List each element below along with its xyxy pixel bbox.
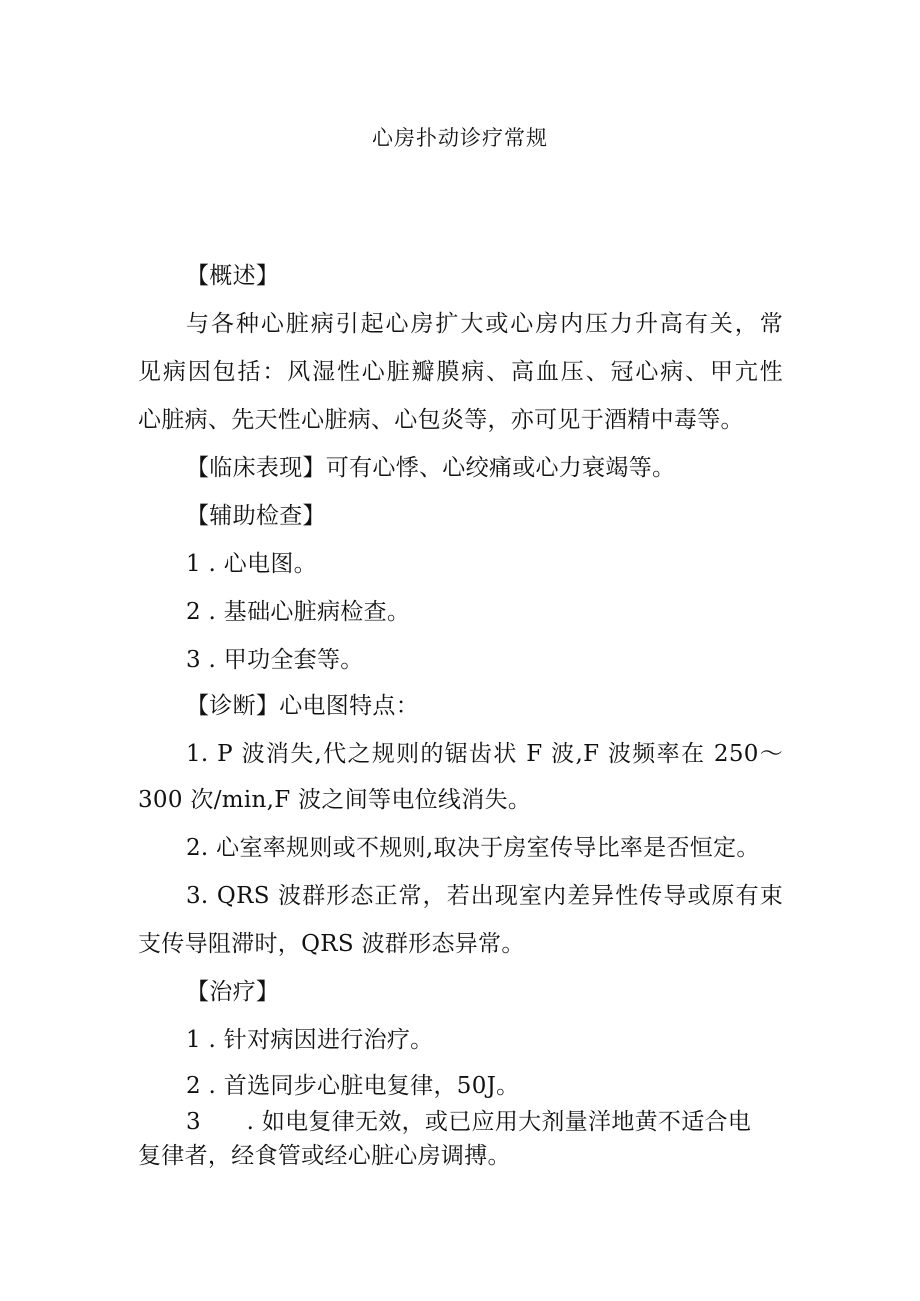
diagnosis-heading: 【诊断】心电图特点： [186, 693, 419, 719]
exams-heading: 【辅助检查】 [186, 503, 326, 529]
overview-line-3: 心脏病、先天性心脏病、心包炎等，亦可见于酒精中毒等。 [138, 407, 744, 433]
diagnosis-item-1-line-2: 300 次/min,F 波之间等电位线消失。 [138, 787, 532, 813]
exam-item-2: 2 . 基础心脏病检查。 [186, 599, 411, 625]
exam-item-3: 3 . 甲功全套等。 [186, 647, 364, 673]
overview-line-1: 与各种心脏病引起心房扩大或心房内压力升高有关，常 [186, 311, 783, 337]
treatment-item-3-line-1: 3 . 如电复律无效，或已应用大剂量洋地黄不适合电 [186, 1109, 752, 1135]
diagnosis-item-1-line-1: 1. P 波消失,代之规则的锯齿状 F 波,F 波频率在 250～ [186, 741, 783, 767]
treatment-item-2: 2 . 首选同步心脏电复律，50J。 [186, 1073, 520, 1099]
treatment-heading: 【治疗】 [186, 979, 280, 1005]
document-title: 心房扑动诊疗常规 [372, 126, 548, 150]
diagnosis-item-3-line-2: 支传导阻滞时，QRS 波群形态异常。 [138, 931, 525, 957]
clinical-paragraph: 【临床表现】可有心悸、心绞痛或心力衰竭等。 [186, 455, 676, 481]
treatment-item-1: 1 . 针对病因进行治疗。 [186, 1027, 434, 1053]
exam-item-1: 1 . 心电图。 [186, 551, 317, 577]
diagnosis-item-3-line-1: 3. QRS 波群形态正常，若出现室内差异性传导或原有束 [186, 883, 783, 909]
treatment-item-3-line-2: 复律者，经食管或经心脏心房调搏。 [138, 1143, 511, 1169]
overview-line-2: 见病因包括：风湿性心脏瓣膜病、高血压、冠心病、甲亢性 [138, 359, 783, 385]
diagnosis-item-2: 2. 心室率规则或不规则,取决于房室传导比率是否恒定。 [186, 835, 760, 861]
overview-heading: 【概述】 [186, 263, 280, 289]
